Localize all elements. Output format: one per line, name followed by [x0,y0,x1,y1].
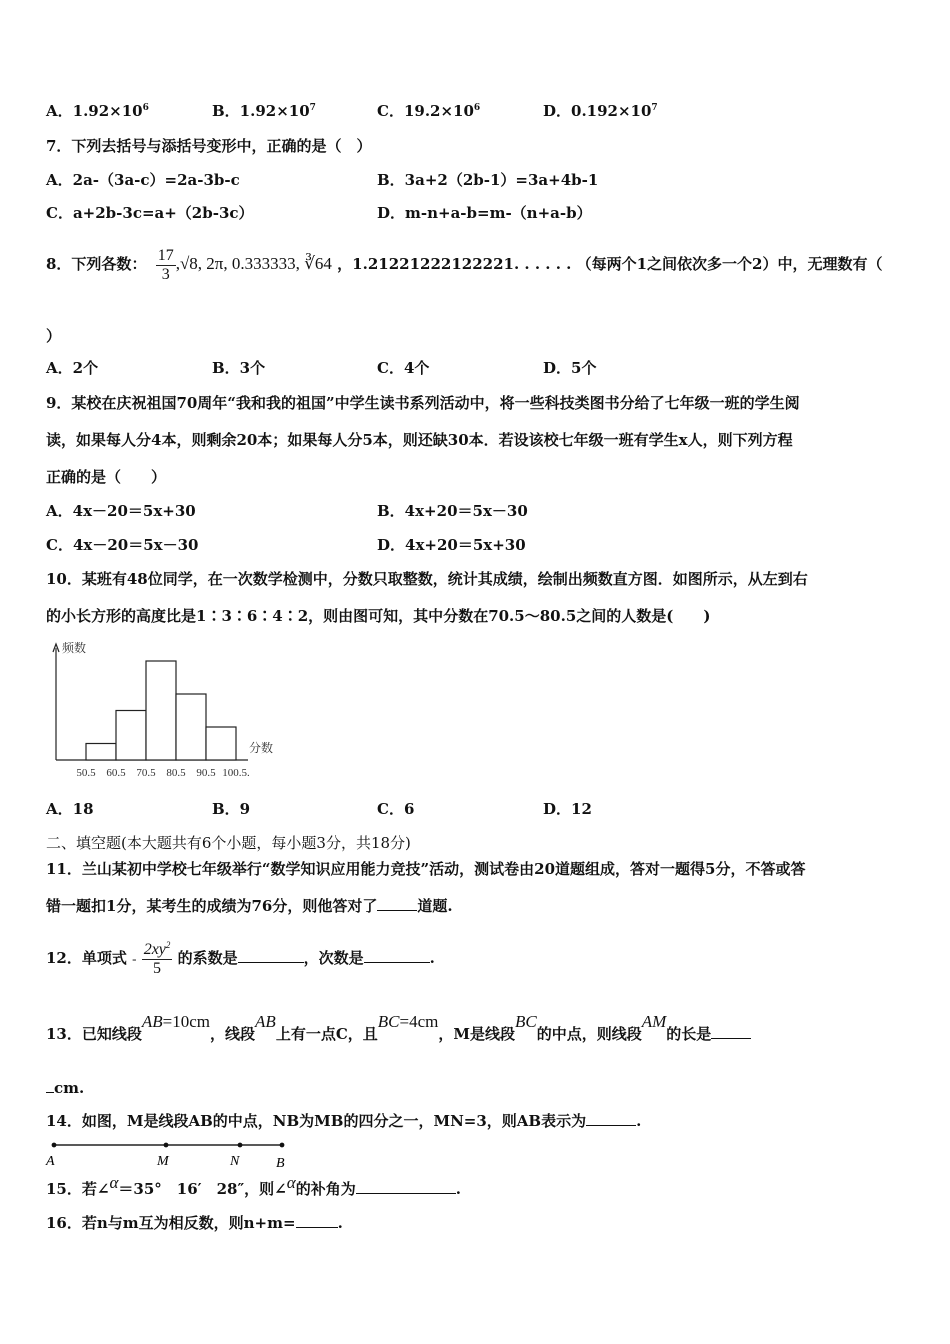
q11-answer-blank[interactable] [377,896,417,911]
q8-expression: ,√8, 2π, 0.333333, ∛64 [175,254,332,273]
q6-option-b: B．$1.92\times 10^7$ [212,102,316,120]
point-b-label: B [276,1156,285,1171]
q7-option-c: C．a+2b-3c=a+（2b-3c） [46,204,254,222]
q7-option-a: A．2a-（3a-c）=2a-3b-c [46,171,240,189]
q9-line2: 读，如果每人分4本，则剩余20本；如果每人分5本，则还缺30本．若设该校七年级一班有学生x人，则下列方程 [46,431,793,449]
q9-option-b: B．4x+20＝5x－30 [377,502,528,520]
q6-option-a: A．$1.92\times 10^6$ [46,102,149,120]
q6-option-c: C．$19.2\times 10^6$ [377,102,481,120]
histogram-bar-3 [146,661,176,760]
q10-line2: 的小长方形的高度比是1∶3∶6∶4∶2，则由图可知，其中分数在70.5～80.5之间的人数是( ) [46,607,711,625]
q13-answer-blank[interactable] [711,1024,751,1039]
point-n-dot [238,1143,243,1148]
point-a-dot [52,1143,57,1148]
q9-option-d: D．4x+20＝5x+30 [377,536,526,554]
q12-line: 12．单项式 - $\frac{2xy^2}{5}$ 的系数是 ，次数是 . [46,939,435,977]
q16-line: 16．若n与m互为相反数，则n+m= . [46,1214,343,1232]
q13-line2: cm. [46,1078,84,1098]
histogram-bars [86,661,236,760]
histogram-bar-5 [206,727,236,760]
q16-answer-blank[interactable] [296,1213,338,1228]
q10-option-d: D．12 [543,800,592,818]
q12-degree-blank[interactable] [364,948,430,963]
histogram-y-label: 频数 [62,641,87,655]
point-b-dot [280,1143,285,1148]
q14-answer-blank[interactable] [586,1111,636,1126]
q7-stem: 7．下列去括号与添括号变形中，正确的是（ ） [46,137,372,155]
q9-line3: 正确的是（ ） [46,468,167,486]
q10-option-c: C．6 [377,800,415,818]
q14-line-segment-figure [40,1137,300,1171]
q15-line: 15．若∠α＝35° 16′ 28″，则∠α的补角为 . [46,1173,461,1198]
q10-option-b: B．9 [212,800,251,818]
q7-option-b: B．3a+2（2b-1）=3a+4b-1 [377,171,599,189]
q12-fraction: $\frac{2xy^2}{5}$ [143,939,171,977]
x-tick-label: 70.5 [136,767,156,779]
q14-stem: 14．如图，M是线段AB的中点，NB为MB的四分之一，MN=3，则AB表示为 . [46,1112,642,1130]
q10-option-a: A．18 [46,800,94,818]
q6-option-d: D．$0.192\times 10^7$ [543,102,658,120]
q15-answer-blank[interactable] [356,1179,456,1194]
q8-option-a: A．2个 [46,359,99,377]
x-tick-label: 60.5 [106,767,126,779]
q8-suffix: ，1.21221222122221. . . . . . （每两个1之间依次多一个2）中，无理数有（ [337,255,883,273]
q9-option-c: C．4x－20＝5x－30 [46,536,199,554]
q13-line1: 13．已知线段AB=10cm，线段AB上有一点C，且BC=4cm，M是线段BC的中点，则线段AM的长是 [46,1012,751,1056]
point-n-label: N [230,1154,240,1169]
x-tick-label: 50.5 [76,767,96,779]
q9-option-a: A．4x－20＝5x+30 [46,502,196,520]
q11-line1: 11．兰山某初中学校七年级举行“数学知识应用能力竞技”活动，测试卷由20道题组成，答对一题得5分，不答或答 [46,860,806,878]
point-m-dot [164,1143,169,1148]
x-tick-label: 80.5 [166,767,186,779]
q11-line2: 错一题扣1分，某考生的成绩为76分，则他答对了 道题. [46,897,453,915]
histogram-bar-2 [116,711,146,761]
q8-option-b: B．3个 [212,359,266,377]
histogram-tick-labels [76,767,250,779]
histogram-x-label: 分数 [249,741,274,755]
q9-line1: 9．某校在庆祝祖国70周年“我和我的祖国”中学生读书系列活动中，将一些科技类图书分给了七年级一班的学生阅 [46,394,800,412]
histogram-bar-4 [176,694,206,760]
q8-stem [46,244,883,284]
q8-prefix: 8．下列各数： [46,255,147,273]
q8-fraction: $\frac{17}{3}$ [157,246,174,283]
x-tick-label: 100.5. [222,767,250,779]
q12-coefficient-blank[interactable] [238,948,304,963]
x-tick-label: 90.5 [196,767,216,779]
histogram-bar-1 [86,744,116,761]
q10-line1: 10．某班有48位同学，在一次数学检测中，分数只取整数，统计其成绩，绘制出频数直方图．如图所示，从左到右 [46,570,808,588]
point-m-label: M [157,1154,169,1169]
section2-heading: 二、填空题(本大题共有6个小题，每小题3分，共18分) [46,834,411,852]
q8-option-d: D．5个 [543,359,597,377]
q8-option-c: C．4个 [377,359,430,377]
q8-close-paren: ） [46,327,62,345]
point-a-label: A [46,1154,55,1169]
q7-option-d: D．m-n+a-b=m-（n+a-b） [377,204,592,222]
frequency-histogram [40,636,280,784]
